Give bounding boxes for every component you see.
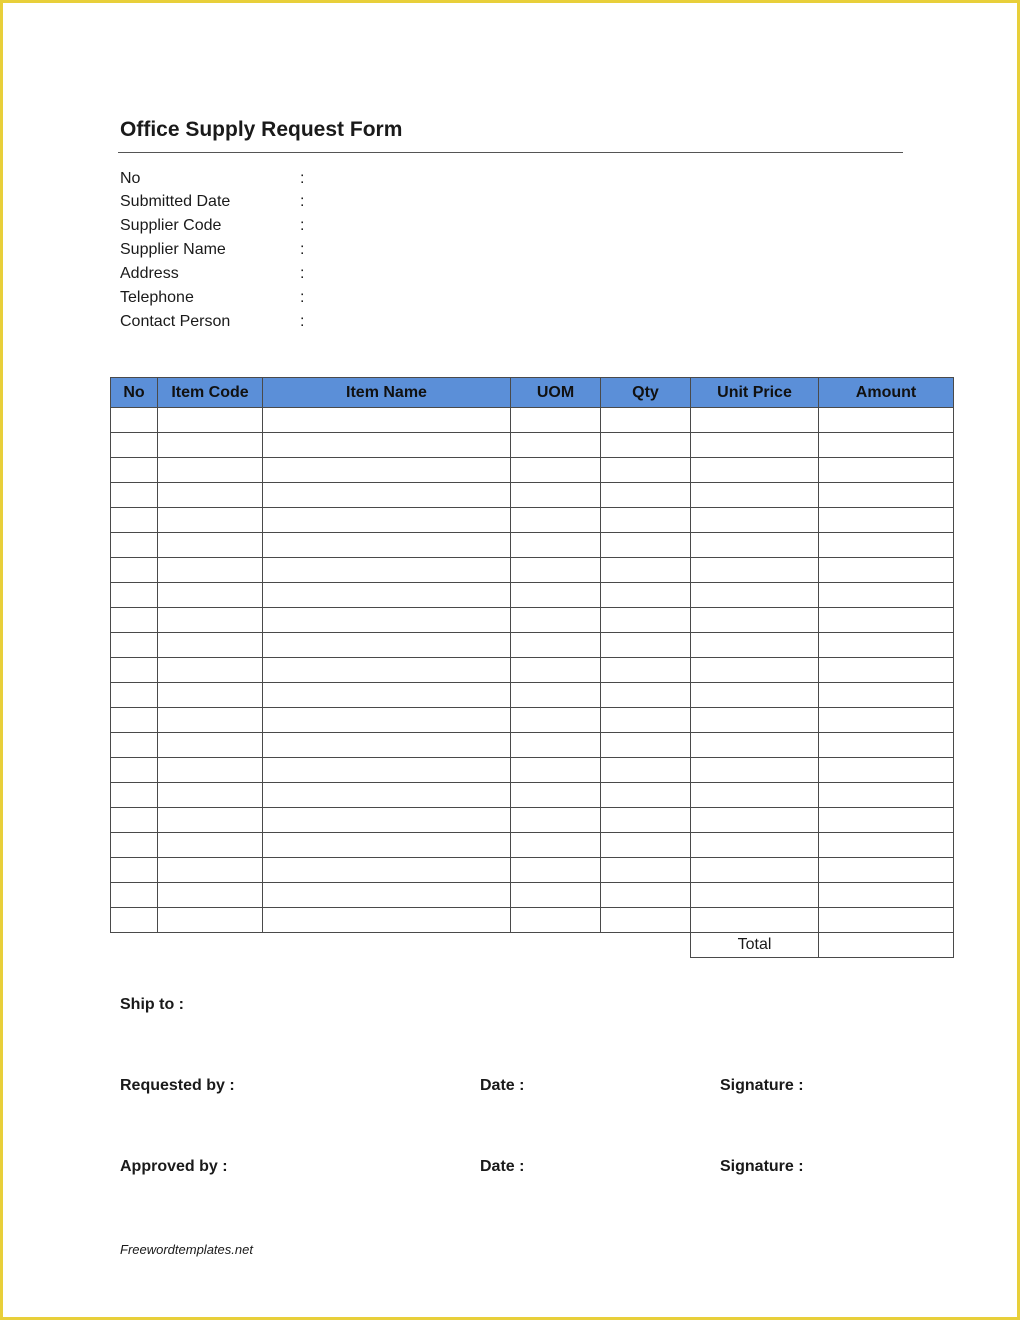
header-no: No (111, 378, 158, 408)
table-cell[interactable] (111, 533, 158, 558)
info-row-address (120, 265, 304, 283)
table-cell[interactable] (263, 658, 511, 683)
table-cell[interactable] (601, 408, 691, 433)
table-cell[interactable] (691, 808, 819, 833)
table-cell[interactable] (819, 558, 954, 583)
table-cell[interactable] (691, 883, 819, 908)
table-cell[interactable] (263, 858, 511, 883)
info-label: No (120, 170, 141, 187)
info-row-supplier-name (120, 241, 304, 259)
total-row (111, 933, 954, 958)
table-cell[interactable] (819, 508, 954, 533)
table-cell[interactable] (111, 458, 158, 483)
table-cell[interactable] (158, 508, 263, 533)
table-cell[interactable] (601, 508, 691, 533)
table-header-row (111, 378, 954, 408)
table-cell[interactable] (691, 683, 819, 708)
table-row (111, 833, 954, 858)
table-cell[interactable] (819, 533, 954, 558)
table-cell[interactable] (601, 558, 691, 583)
table-cell[interactable] (601, 733, 691, 758)
table-cell[interactable] (601, 833, 691, 858)
table-cell[interactable] (691, 833, 819, 858)
info-colon: : (300, 265, 305, 282)
header-item-code: Item Code (158, 378, 263, 408)
table-cell[interactable] (691, 733, 819, 758)
table-cell[interactable] (819, 758, 954, 783)
table-row (111, 733, 954, 758)
table-cell[interactable] (511, 833, 601, 858)
table-row (111, 908, 954, 933)
table-cell[interactable] (601, 483, 691, 508)
table-cell[interactable] (158, 608, 263, 633)
table-row (111, 858, 954, 883)
table-row (111, 433, 954, 458)
table-cell[interactable] (691, 483, 819, 508)
info-label: Address (120, 265, 179, 282)
table-cell[interactable] (511, 458, 601, 483)
table-cell[interactable] (601, 608, 691, 633)
table-cell[interactable] (263, 908, 511, 933)
approved-by-label: Approved by : (120, 1158, 228, 1175)
table-cell[interactable] (511, 808, 601, 833)
approved-date-label: Date : (480, 1158, 525, 1175)
table-row (111, 558, 954, 583)
table-cell[interactable] (601, 458, 691, 483)
table-cell[interactable] (511, 783, 601, 808)
table-row (111, 608, 954, 633)
table-cell[interactable] (263, 458, 511, 483)
table-cell[interactable] (601, 633, 691, 658)
total-label: Total (691, 933, 819, 958)
requested-date-label: Date : (480, 1077, 525, 1094)
table-cell[interactable] (691, 633, 819, 658)
table-cell[interactable] (263, 633, 511, 658)
requested-by-label: Requested by : (120, 1077, 235, 1094)
table-cell[interactable] (819, 433, 954, 458)
table-cell[interactable] (263, 433, 511, 458)
info-row-telephone (120, 289, 304, 307)
table-cell[interactable] (691, 533, 819, 558)
table-cell[interactable] (691, 658, 819, 683)
table-row (111, 458, 954, 483)
table-cell[interactable] (158, 583, 263, 608)
table-cell[interactable] (819, 633, 954, 658)
table-row (111, 533, 954, 558)
table-cell[interactable] (601, 533, 691, 558)
table-cell[interactable] (819, 783, 954, 808)
table-cell[interactable] (819, 908, 954, 933)
info-colon: : (300, 217, 305, 234)
info-label: Contact Person (120, 313, 231, 330)
table-cell[interactable] (601, 658, 691, 683)
table-cell[interactable] (263, 883, 511, 908)
table-cell[interactable] (263, 758, 511, 783)
table-cell[interactable] (691, 758, 819, 783)
table-row (111, 483, 954, 508)
table-cell[interactable] (601, 783, 691, 808)
table-cell[interactable] (601, 758, 691, 783)
table-cell[interactable] (158, 458, 263, 483)
table-cell[interactable] (111, 608, 158, 633)
info-colon: : (300, 193, 305, 210)
total-row-spacer (111, 933, 691, 958)
table-cell[interactable] (511, 633, 601, 658)
table-cell[interactable] (263, 483, 511, 508)
table-cell[interactable] (511, 708, 601, 733)
table-cell[interactable] (158, 883, 263, 908)
table-cell[interactable] (111, 683, 158, 708)
table-row (111, 883, 954, 908)
total-amount-cell[interactable] (819, 933, 954, 958)
table-cell[interactable] (111, 758, 158, 783)
table-cell[interactable] (111, 508, 158, 533)
info-colon: : (300, 313, 305, 330)
table-cell[interactable] (511, 883, 601, 908)
info-label: Supplier Name (120, 241, 226, 258)
table-row (111, 508, 954, 533)
form-title: Office Supply Request Form (120, 118, 403, 141)
table-cell[interactable] (111, 883, 158, 908)
table-cell[interactable] (691, 908, 819, 933)
header-uom: UOM (511, 378, 601, 408)
table-cell[interactable] (819, 858, 954, 883)
table-cell[interactable] (691, 583, 819, 608)
table-cell[interactable] (601, 708, 691, 733)
table-cell[interactable] (158, 533, 263, 558)
table-cell[interactable] (511, 433, 601, 458)
table-row (111, 708, 954, 733)
header-item-name: Item Name (263, 378, 511, 408)
table-cell[interactable] (263, 533, 511, 558)
table-cell[interactable] (511, 683, 601, 708)
info-label: Telephone (120, 289, 194, 306)
approved-signature-label: Signature : (720, 1158, 804, 1175)
table-cell[interactable] (263, 733, 511, 758)
table-cell[interactable] (691, 708, 819, 733)
items-body (111, 408, 954, 958)
table-cell[interactable] (263, 583, 511, 608)
info-row-supplier-code (120, 217, 304, 235)
table-cell[interactable] (691, 458, 819, 483)
table-cell[interactable] (511, 658, 601, 683)
table-cell[interactable] (601, 583, 691, 608)
table-cell[interactable] (511, 758, 601, 783)
table-cell[interactable] (511, 858, 601, 883)
table-cell[interactable] (111, 858, 158, 883)
title-divider (118, 152, 903, 153)
info-label: Submitted Date (120, 193, 231, 210)
info-colon: : (300, 170, 305, 187)
table-cell[interactable] (601, 433, 691, 458)
table-cell[interactable] (158, 758, 263, 783)
table-cell[interactable] (158, 658, 263, 683)
table-row (111, 808, 954, 833)
table-row (111, 683, 954, 708)
ship-to-label: Ship to : (120, 996, 184, 1013)
table-cell[interactable] (111, 633, 158, 658)
info-row-submitted-date (120, 193, 304, 211)
table-cell[interactable] (601, 683, 691, 708)
requested-signature-label: Signature : (720, 1077, 804, 1094)
footer-credit: Freewordtemplates.net (120, 1242, 253, 1257)
table-cell[interactable] (691, 433, 819, 458)
table-row (111, 633, 954, 658)
table-cell[interactable] (819, 458, 954, 483)
header-amount: Amount (819, 378, 954, 408)
table-row (111, 783, 954, 808)
table-cell[interactable] (691, 783, 819, 808)
table-cell[interactable] (691, 408, 819, 433)
table-cell[interactable] (263, 508, 511, 533)
table-cell[interactable] (819, 683, 954, 708)
table-cell[interactable] (158, 433, 263, 458)
table-row (111, 658, 954, 683)
table-cell[interactable] (263, 808, 511, 833)
info-colon: : (300, 241, 305, 258)
header-qty: Qty (601, 378, 691, 408)
table-cell[interactable] (111, 808, 158, 833)
table-cell[interactable] (819, 708, 954, 733)
info-colon: : (300, 289, 305, 306)
table-cell[interactable] (111, 708, 158, 733)
info-row-no (120, 170, 304, 188)
table-cell[interactable] (601, 883, 691, 908)
table-cell[interactable] (511, 508, 601, 533)
table-cell[interactable] (601, 808, 691, 833)
table-cell[interactable] (819, 833, 954, 858)
table-cell[interactable] (111, 433, 158, 458)
table-cell[interactable] (819, 408, 954, 433)
table-cell[interactable] (511, 483, 601, 508)
table-cell[interactable] (158, 558, 263, 583)
table-row (111, 408, 954, 433)
table-cell[interactable] (263, 783, 511, 808)
table-cell[interactable] (511, 408, 601, 433)
table-cell[interactable] (263, 708, 511, 733)
table-cell[interactable] (111, 833, 158, 858)
table-cell[interactable] (111, 783, 158, 808)
table-cell[interactable] (511, 558, 601, 583)
table-cell[interactable] (691, 558, 819, 583)
table-cell[interactable] (111, 483, 158, 508)
table-cell[interactable] (111, 408, 158, 433)
table-cell[interactable] (158, 833, 263, 858)
table-cell[interactable] (511, 733, 601, 758)
table-cell[interactable] (601, 858, 691, 883)
table-cell[interactable] (819, 583, 954, 608)
table-cell[interactable] (158, 633, 263, 658)
table-cell[interactable] (511, 908, 601, 933)
items-table (110, 377, 954, 958)
table-cell[interactable] (111, 658, 158, 683)
table-cell[interactable] (111, 558, 158, 583)
table-cell[interactable] (158, 908, 263, 933)
table-cell[interactable] (158, 483, 263, 508)
table-cell[interactable] (511, 583, 601, 608)
info-label: Supplier Code (120, 217, 222, 234)
table-cell[interactable] (601, 908, 691, 933)
table-cell[interactable] (263, 408, 511, 433)
table-cell[interactable] (819, 883, 954, 908)
table-cell[interactable] (158, 408, 263, 433)
table-cell[interactable] (819, 483, 954, 508)
table-cell[interactable] (511, 608, 601, 633)
table-cell[interactable] (819, 658, 954, 683)
table-cell[interactable] (819, 608, 954, 633)
table-cell[interactable] (158, 858, 263, 883)
table-row (111, 758, 954, 783)
table-row (111, 583, 954, 608)
table-cell[interactable] (263, 558, 511, 583)
table-cell[interactable] (819, 733, 954, 758)
table-cell[interactable] (691, 608, 819, 633)
header-unit-price: Unit Price (691, 378, 819, 408)
table-cell[interactable] (111, 583, 158, 608)
table-cell[interactable] (263, 608, 511, 633)
table-cell[interactable] (111, 908, 158, 933)
table-cell[interactable] (158, 783, 263, 808)
table-cell[interactable] (111, 733, 158, 758)
table-cell[interactable] (691, 858, 819, 883)
info-row-contact-person (120, 313, 304, 331)
table-cell[interactable] (158, 708, 263, 733)
table-cell[interactable] (158, 733, 263, 758)
table-cell[interactable] (263, 683, 511, 708)
table-cell[interactable] (158, 808, 263, 833)
table-cell[interactable] (691, 508, 819, 533)
table-cell[interactable] (158, 683, 263, 708)
table-cell[interactable] (263, 833, 511, 858)
table-cell[interactable] (819, 808, 954, 833)
table-cell[interactable] (511, 533, 601, 558)
